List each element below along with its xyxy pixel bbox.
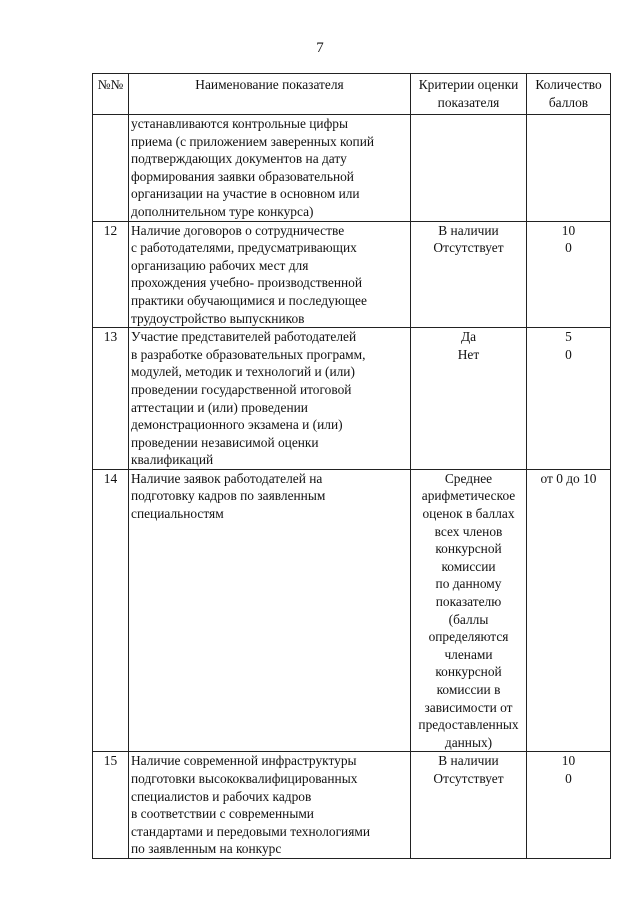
table-row bbox=[93, 328, 611, 470]
row-number: 13 bbox=[93, 328, 129, 470]
criteria-cell bbox=[411, 115, 527, 222]
table-row bbox=[93, 221, 611, 328]
text-line: определяются bbox=[428, 629, 509, 645]
text-line: Да bbox=[460, 329, 477, 345]
text-line: (баллы bbox=[448, 611, 489, 627]
indicator-name bbox=[129, 752, 411, 859]
text-line: Наличие договоров о сотрудничестве bbox=[131, 222, 345, 238]
text-line: оценок в баллах bbox=[422, 506, 515, 522]
score-cell bbox=[527, 469, 611, 752]
row-number: 14 bbox=[93, 469, 129, 752]
text-line: формирования заявки образовательной bbox=[131, 168, 354, 184]
text-line: В наличии bbox=[438, 222, 499, 238]
indicator-name bbox=[129, 328, 411, 470]
header-indicator-name: Наименование показателя bbox=[129, 74, 411, 115]
indicator-name bbox=[129, 221, 411, 328]
text-line: стандартами и передовыми технологиями bbox=[131, 823, 371, 839]
criteria-table bbox=[92, 73, 611, 859]
criteria-cell bbox=[411, 469, 527, 752]
text-line: аттестации и (или) проведении bbox=[131, 399, 308, 415]
header-score-line: Количество bbox=[535, 77, 602, 92]
text-line: 0 bbox=[565, 770, 572, 786]
text-line: 10 bbox=[561, 222, 576, 238]
table-header-row bbox=[93, 74, 611, 115]
text-line: комиссии в bbox=[436, 682, 501, 697]
row-number bbox=[93, 115, 129, 222]
text-line: Участие представителей работодателей bbox=[131, 329, 357, 345]
text-line: от 0 до 10 bbox=[540, 470, 597, 486]
table-row-continuation bbox=[93, 115, 611, 222]
header-criteria bbox=[411, 74, 527, 115]
text-line: показателю bbox=[435, 594, 502, 610]
text-line: данных) bbox=[444, 734, 493, 750]
text-line: Наличие современной инфраструктуры bbox=[131, 753, 357, 769]
text-line: практики обучающимися и последующее bbox=[131, 292, 367, 308]
criteria-cell bbox=[411, 752, 527, 859]
text-line: В наличии bbox=[438, 753, 499, 769]
text-line: 10 bbox=[561, 753, 576, 769]
text-line: квалификаций bbox=[131, 452, 214, 468]
text-line: прохождения учебно- производственной bbox=[131, 275, 363, 291]
text-line: комиссии bbox=[441, 558, 496, 574]
text-line: по данному bbox=[435, 576, 502, 592]
text-line: подготовки высококвалифицированных bbox=[131, 770, 358, 786]
text-line: организации на участие в основном или bbox=[131, 186, 360, 202]
indicator-name bbox=[129, 115, 411, 222]
text-line: 0 bbox=[565, 240, 572, 256]
score-cell bbox=[527, 752, 611, 859]
text-line: организацию рабочих мест для bbox=[131, 257, 309, 273]
criteria-cell bbox=[411, 221, 527, 328]
row-number: 12 bbox=[93, 221, 129, 328]
text-line: специалистов и рабочих кадров bbox=[131, 788, 312, 804]
text-line: Отсутствует bbox=[433, 770, 504, 786]
text-line: по заявленным на конкурс bbox=[131, 841, 282, 857]
text-line: в соответствии с современными bbox=[131, 806, 314, 822]
text-line: Отсутствует bbox=[433, 240, 504, 256]
page-number: 7 bbox=[316, 40, 324, 56]
text-line: 0 bbox=[565, 346, 572, 362]
text-line: приема (с приложением заверенных копий bbox=[131, 133, 375, 149]
row-number: 15 bbox=[93, 752, 129, 859]
text-line: членами bbox=[444, 646, 493, 662]
text-line: устанавливаются контрольные цифры bbox=[131, 116, 348, 131]
text-line: с работодателями, предусматривающих bbox=[131, 240, 357, 256]
text-line: конкурсной bbox=[435, 664, 502, 680]
text-line: трудоустройство выпускников bbox=[131, 310, 305, 326]
text-line: Нет bbox=[457, 346, 480, 362]
indicator-name bbox=[129, 469, 411, 752]
score-cell bbox=[527, 115, 611, 222]
text-line: Наличие заявок работодателей на bbox=[131, 470, 323, 486]
text-line: всех членов bbox=[434, 523, 503, 539]
header-criteria-line: показателя bbox=[437, 94, 500, 110]
text-line: подготовку кадров по заявленным bbox=[131, 488, 326, 504]
header-score-line: баллов bbox=[548, 94, 589, 110]
header-number: №№ bbox=[93, 74, 129, 115]
text-line: конкурсной bbox=[435, 541, 502, 557]
score-cell bbox=[527, 221, 611, 328]
text-line: демонстрационного экзамена и (или) bbox=[131, 417, 343, 433]
text-line: дополнительном туре конкурса) bbox=[131, 203, 314, 219]
text-line: проведении государственной итоговой bbox=[131, 381, 352, 397]
text-line: арифметическое bbox=[421, 488, 516, 504]
text-line: модулей, методик и технологий и (или) bbox=[131, 364, 355, 380]
table-row bbox=[93, 752, 611, 859]
text-line: предоставленных bbox=[418, 717, 519, 733]
table-row bbox=[93, 469, 611, 752]
header-score bbox=[527, 74, 611, 115]
text-line: в разработке образовательных программ, bbox=[131, 346, 366, 362]
text-line: подтверждающих документов на дату bbox=[131, 151, 347, 167]
criteria-cell bbox=[411, 328, 527, 470]
text-line: Среднее bbox=[444, 470, 493, 486]
text-line: проведении независимой оценки bbox=[131, 434, 319, 450]
text-line: специальностям bbox=[131, 506, 224, 522]
header-criteria-line: Критерии оценки bbox=[418, 77, 519, 92]
score-cell bbox=[527, 328, 611, 470]
text-line: зависимости от bbox=[424, 699, 513, 715]
text-line: 5 bbox=[565, 329, 572, 345]
